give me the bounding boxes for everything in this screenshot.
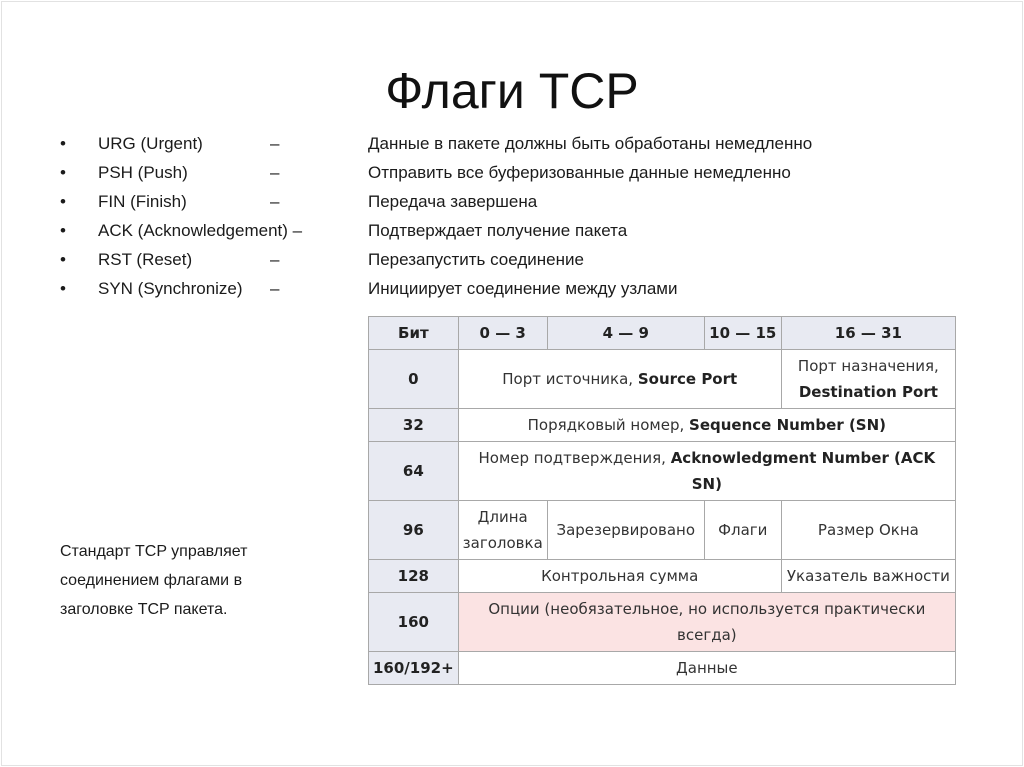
flag-dash: –: [270, 163, 280, 182]
ack-number-term: Acknowledgment Number (ACK SN): [670, 449, 936, 493]
source-port-cell: [458, 350, 781, 409]
bullet: •: [60, 250, 66, 269]
flag-description: Инициирует соединение между узлами: [368, 279, 678, 298]
bullet: •: [60, 279, 66, 298]
col-header-10-15: 10 — 15: [704, 317, 781, 350]
destination-port-label: Порт назначения,: [797, 357, 939, 375]
sequence-number-cell: [458, 409, 955, 442]
bullet: •: [60, 163, 66, 182]
tcp-header-table: [368, 316, 956, 685]
bit-offset: 160/192+: [369, 652, 459, 685]
checksum-cell: Контрольная сумма: [458, 560, 781, 593]
flag-name: RST (Reset): [98, 250, 193, 269]
source-port-label: Порт источника,: [502, 370, 638, 388]
bit-offset: 160: [369, 593, 459, 652]
flag-name: ACK (Acknowledgement) –: [98, 221, 303, 240]
flag-description: Подтверждает получение пакета: [368, 221, 628, 240]
ack-number-label: Номер подтверждения,: [478, 449, 671, 467]
bit-offset: 64: [369, 442, 459, 501]
flag-name: PSH (Push): [98, 163, 188, 182]
ack-number-cell: [458, 442, 955, 501]
bullet: •: [60, 134, 66, 153]
bit-offset: 0: [369, 350, 459, 409]
flag-dash: –: [270, 250, 280, 269]
header-length-cell: Длина заголовка: [458, 501, 547, 560]
bullet: •: [60, 221, 66, 240]
flag-dash: –: [270, 134, 280, 153]
table-row: [369, 409, 956, 442]
bit-offset: 32: [369, 409, 459, 442]
col-header-16-31: 16 — 31: [781, 317, 955, 350]
data-cell: Данные: [458, 652, 955, 685]
flag-dash: –: [270, 279, 280, 298]
flag-name: FIN (Finish): [98, 192, 187, 211]
options-cell: Опции (необязательное, но используется практически всегда): [458, 593, 955, 652]
bit-offset: 96: [369, 501, 459, 560]
table-row: [369, 560, 956, 593]
urgent-pointer-cell: Указатель важности: [781, 560, 955, 593]
flag-name: URG (Urgent): [98, 134, 203, 153]
destination-port-term: Destination Port: [798, 383, 938, 401]
col-header-4-9: 4 — 9: [547, 317, 704, 350]
flags-cell: Флаги: [704, 501, 781, 560]
col-header-0-3: 0 — 3: [458, 317, 547, 350]
slide-title: Флаги TCP: [385, 63, 639, 119]
source-port-term: Source Port: [637, 370, 738, 388]
flag-description: Перезапустить соединение: [368, 250, 584, 269]
flag-name: SYN (Synchronize): [98, 279, 243, 298]
bullet: •: [60, 192, 66, 211]
flag-description: Отправить все буферизованные данные немедленно: [368, 163, 791, 182]
table-header-row: [369, 317, 956, 350]
sequence-number-term: Sequence Number (SN): [689, 416, 887, 434]
reserved-cell: Зарезервировано: [547, 501, 704, 560]
table-row: [369, 350, 956, 409]
flag-description: Передача завершена: [368, 192, 538, 211]
table-row: [369, 652, 956, 685]
tcp-note: Стандарт TCP управляет соединением флагами в заголовке TCP пакета.: [60, 543, 248, 618]
table-row: [369, 501, 956, 560]
destination-port-cell: [781, 350, 955, 409]
flag-dash: –: [270, 192, 280, 211]
sequence-number-label: Порядковый номер,: [527, 416, 690, 434]
table-row: [369, 593, 956, 652]
col-header-bit: Бит: [369, 317, 459, 350]
bit-offset: 128: [369, 560, 459, 593]
flag-description: Данные в пакете должны быть обработаны немедленно: [368, 134, 813, 153]
window-size-cell: Размер Окна: [781, 501, 955, 560]
table-row: [369, 442, 956, 501]
